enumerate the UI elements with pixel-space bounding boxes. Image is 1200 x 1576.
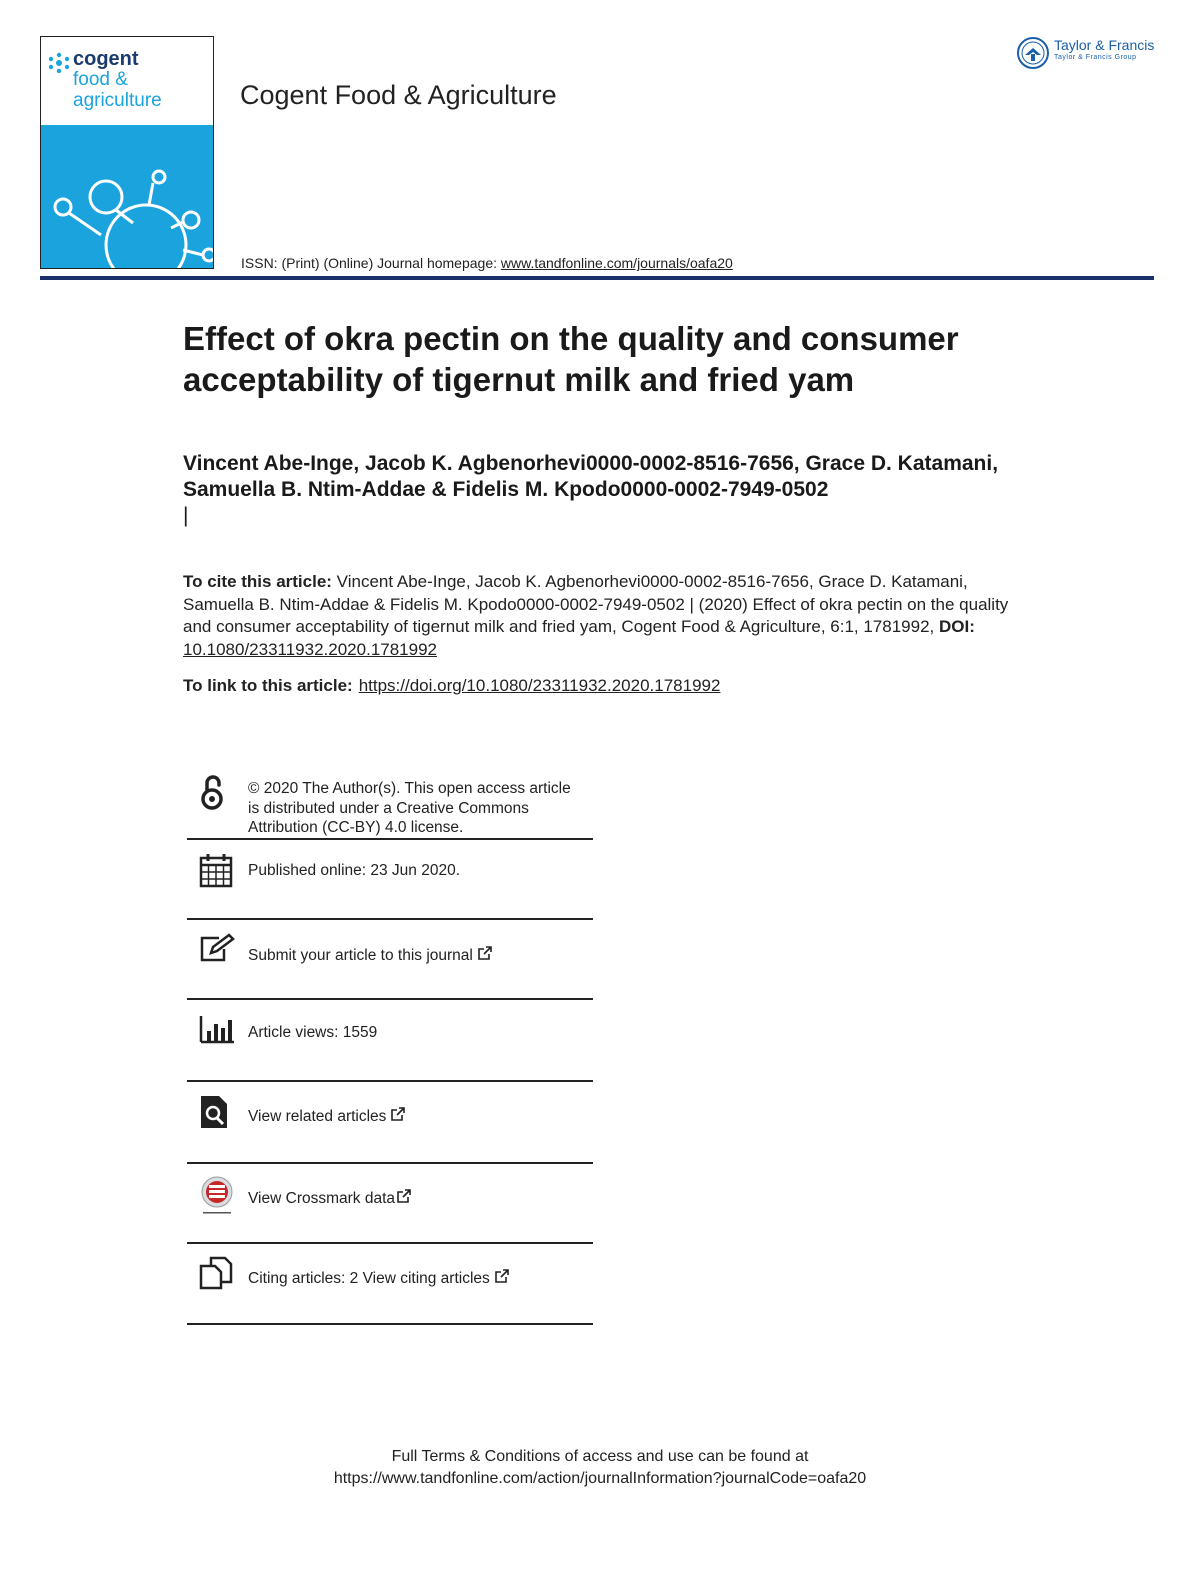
cover-brand: cogent xyxy=(73,48,139,70)
related-label: View related articles xyxy=(248,1108,387,1125)
publisher-name: Taylor & Francis xyxy=(1054,37,1155,53)
cover-subtitle-line1: food & xyxy=(73,69,128,90)
publisher-logo[interactable] xyxy=(1016,36,1166,72)
doi-link[interactable]: 10.1080/23311932.2020.1781992 xyxy=(183,639,437,659)
issn-line xyxy=(241,255,733,271)
crossmark-icon xyxy=(199,1176,235,1216)
molecule-illustration xyxy=(41,125,214,269)
journal-cover xyxy=(40,36,214,269)
divider xyxy=(187,1323,593,1325)
submit-row[interactable] xyxy=(187,920,593,998)
header-divider xyxy=(40,276,1154,280)
cogent-logo-icon xyxy=(47,51,71,75)
article-doi-url[interactable]: https://doi.org/10.1080/23311932.2020.1781992 xyxy=(358,676,721,695)
article-title: Effect of okra pectin on the quality and consumer acceptability of tigernut milk and fried yam xyxy=(183,320,959,398)
views-row xyxy=(187,1000,593,1080)
article-link-line xyxy=(183,676,720,696)
article-views: Article views: 1559 xyxy=(248,1024,378,1041)
citation-label: To cite this article: xyxy=(183,572,332,591)
taylor-francis-logo-icon xyxy=(1016,36,1050,70)
crossmark-label: View Crossmark data xyxy=(248,1190,396,1207)
journal-homepage-link[interactable]: www.tandfonline.com/journals/oafa20 xyxy=(500,255,733,271)
external-link-icon xyxy=(494,1268,510,1284)
citing-articles-icon xyxy=(199,1256,235,1290)
submit-article-link[interactable] xyxy=(248,945,493,966)
related-articles-icon xyxy=(199,1094,231,1130)
published-date: Published online: 23 Jun 2020. xyxy=(248,862,460,879)
doi-label: DOI: xyxy=(938,617,975,636)
edit-icon xyxy=(199,933,235,963)
license-text: © 2020 The Author(s). This open access article is distributed under a Creative Commons Attribution (CC-BY) 4.0 license. xyxy=(248,780,571,836)
bar-chart-icon xyxy=(199,1014,235,1044)
view-crossmark-link[interactable] xyxy=(248,1188,412,1209)
citing-label: Citing articles: 2 View citing articles xyxy=(248,1270,490,1287)
external-link-icon xyxy=(477,945,493,961)
external-link-icon xyxy=(390,1106,406,1122)
view-citing-articles-link[interactable] xyxy=(248,1268,510,1289)
external-link-icon xyxy=(396,1188,412,1204)
crossmark-row[interactable] xyxy=(187,1164,593,1242)
license-row xyxy=(187,771,593,839)
issn-prefix: ISSN: (Print) (Online) Journal homepage: xyxy=(241,255,501,271)
cover-subtitle-line2: agriculture xyxy=(73,90,162,111)
open-access-icon xyxy=(199,773,225,813)
authors-text: Vincent Abe-Inge, Jacob K. Agbenorhevi0000-0002-8516-7656, Grace D. Katamani, Samuella B. Ntim-Addae & Fidelis M. Kpodo0000-0002-7949-0502 xyxy=(183,452,999,501)
citing-row[interactable] xyxy=(187,1244,593,1324)
view-related-articles-link[interactable] xyxy=(248,1106,406,1127)
authors-separator: | xyxy=(183,504,189,527)
footer-terms: Full Terms & Conditions of access and use can be found at xyxy=(391,1448,809,1465)
calendar-icon xyxy=(199,852,233,888)
journal-title: Cogent Food & Agriculture xyxy=(240,80,557,110)
submit-label: Submit your article to this journal xyxy=(248,947,473,964)
citation-text: Vincent Abe-Inge, Jacob K. Agbenorhevi0000-0002-8516-7656, Grace D. Katamani, Samuella B. Ntim-Addae & Fidelis M. Kpodo0000-0002-7949-0502 | (2020) Effect of okra pectin on the quality and consumer acceptability of tigernut milk and fried yam, Cogent Food & Agriculture, 6:1, 1781992, xyxy=(183,572,1009,636)
footer xyxy=(0,1446,1200,1490)
related-row[interactable] xyxy=(187,1082,593,1162)
link-label: To link to this article: xyxy=(183,676,353,695)
footer-url[interactable]: https://www.tandfonline.com/action/journalInformation?journalCode=oafa20 xyxy=(333,1470,867,1487)
author-list xyxy=(183,451,1013,529)
published-row xyxy=(187,840,593,918)
publisher-tagline: Taylor & Francis Group xyxy=(1054,54,1137,61)
citation-block xyxy=(183,571,1013,661)
